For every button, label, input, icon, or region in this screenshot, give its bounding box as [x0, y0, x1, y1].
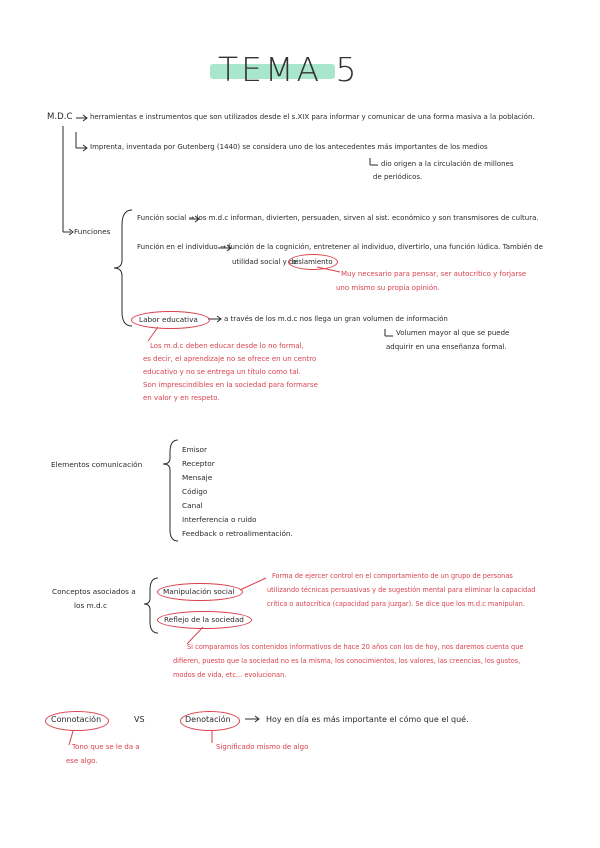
connotacion-label: Connotación [51, 715, 102, 724]
funcion-individuo-1: Función en el individuo → función de la cognición, entretener al individuo, divertirlo, una función lúdica. También de [137, 243, 543, 251]
reflejo-note-3: modos de vida, etc... evolucionan. [173, 671, 287, 679]
statement-text: Hoy en día es más importante el cómo que el qué. [266, 715, 469, 724]
funcion-individuo-2: utilidad social y de [232, 258, 298, 266]
manipulacion-label: Manipulación social [163, 587, 235, 596]
labor-red-2: es decir, el aprendizaje no se ofrece en un centro [143, 355, 317, 363]
imprenta-cont-2: de periódicos. [373, 173, 423, 181]
labor-note-2: adquirir en una enseñanza formal. [386, 343, 507, 351]
funcion-social: Función social → los m.d.c informan, divierten, persuaden, sirven al sist. económico y son transmisores de cultura. [137, 214, 539, 222]
denotacion-note: Significado mismo de algo [216, 743, 309, 751]
elemento-item: Feedback o retroalimentación. [182, 529, 293, 538]
aislamiento-word: aislamiento [292, 258, 333, 266]
labor-note-1: Volumen mayor al que se puede [396, 329, 510, 337]
labor-red-4: Son imprescindibles en la sociedad para formarse [143, 381, 318, 389]
labor-red-5: en valor y en respeto. [143, 394, 220, 402]
funciones-label: Funciones [74, 227, 111, 236]
mdc-label: M.D.C [47, 112, 73, 122]
elemento-item: Código [182, 487, 208, 496]
elemento-item: Emisor [182, 445, 208, 454]
connotacion-note-2: ese algo. [66, 757, 98, 765]
conceptos-label-2: los m.d.c [74, 601, 108, 610]
labor-text: a través de los m.d.c nos llega un gran volumen de información [224, 315, 448, 323]
labor-red-3: educativo y no se entrega un título como tal. [143, 368, 301, 376]
denotacion-label: Denotación [185, 715, 231, 724]
manipulacion-note-3: crítica o autocrítica (capacidad para juzgar). Se dice que los m.d.c manipulan. [267, 600, 525, 608]
reflejo-note-2: difieren, puesto que la sociedad no es la misma, los conocimientos, los valores, las creencias, los gustos, [173, 657, 521, 665]
elemento-item: Canal [182, 501, 203, 510]
elementos-label: Elementos comunicación [51, 460, 143, 469]
manipulacion-note-2: utilizando técnicas persuasivas y de sugestión mental para eliminar la capacidad [267, 586, 536, 594]
elemento-item: Mensaje [182, 473, 213, 482]
vs-label: VS [134, 715, 145, 724]
labor-red-1: Los m.d.c deben educar desde lo no formal, [150, 342, 304, 350]
labor-label: Labor educativa [139, 315, 198, 324]
connotacion-note-1: Tono que se le da a [72, 743, 140, 751]
imprenta-text: Imprenta, inventada por Gutenberg (1440) se considera uno de los antecedentes más importantes de los medios [90, 143, 488, 151]
aislamiento-note-2: uno mismo su propia opinión. [336, 284, 440, 292]
reflejo-note-1: Si comparamos los contenidos informativos de hace 20 años con los de hoy, nos daremos cuenta que [187, 643, 524, 651]
conceptos-label-1: Conceptos asociados a [52, 587, 136, 596]
elemento-item: Interferencia o ruido [182, 515, 257, 524]
elemento-item: Receptor [182, 459, 215, 468]
reflejo-label: Reflejo de la sociedad [164, 615, 244, 624]
page-title: TEMA 5 [218, 50, 360, 89]
mdc-definition: herramientas e instrumentos que son utilizados desde el s.XIX para informar y comunicar de una forma masiva a la población. [90, 113, 535, 121]
aislamiento-note-1: Muy necesario para pensar, ser autocrítico y forjarse [341, 270, 527, 278]
imprenta-cont-1: dio origen a la circulación de millones [381, 160, 514, 168]
manipulacion-note-1: Forma de ejercer control en el comportamiento de un grupo de personas [272, 572, 513, 580]
